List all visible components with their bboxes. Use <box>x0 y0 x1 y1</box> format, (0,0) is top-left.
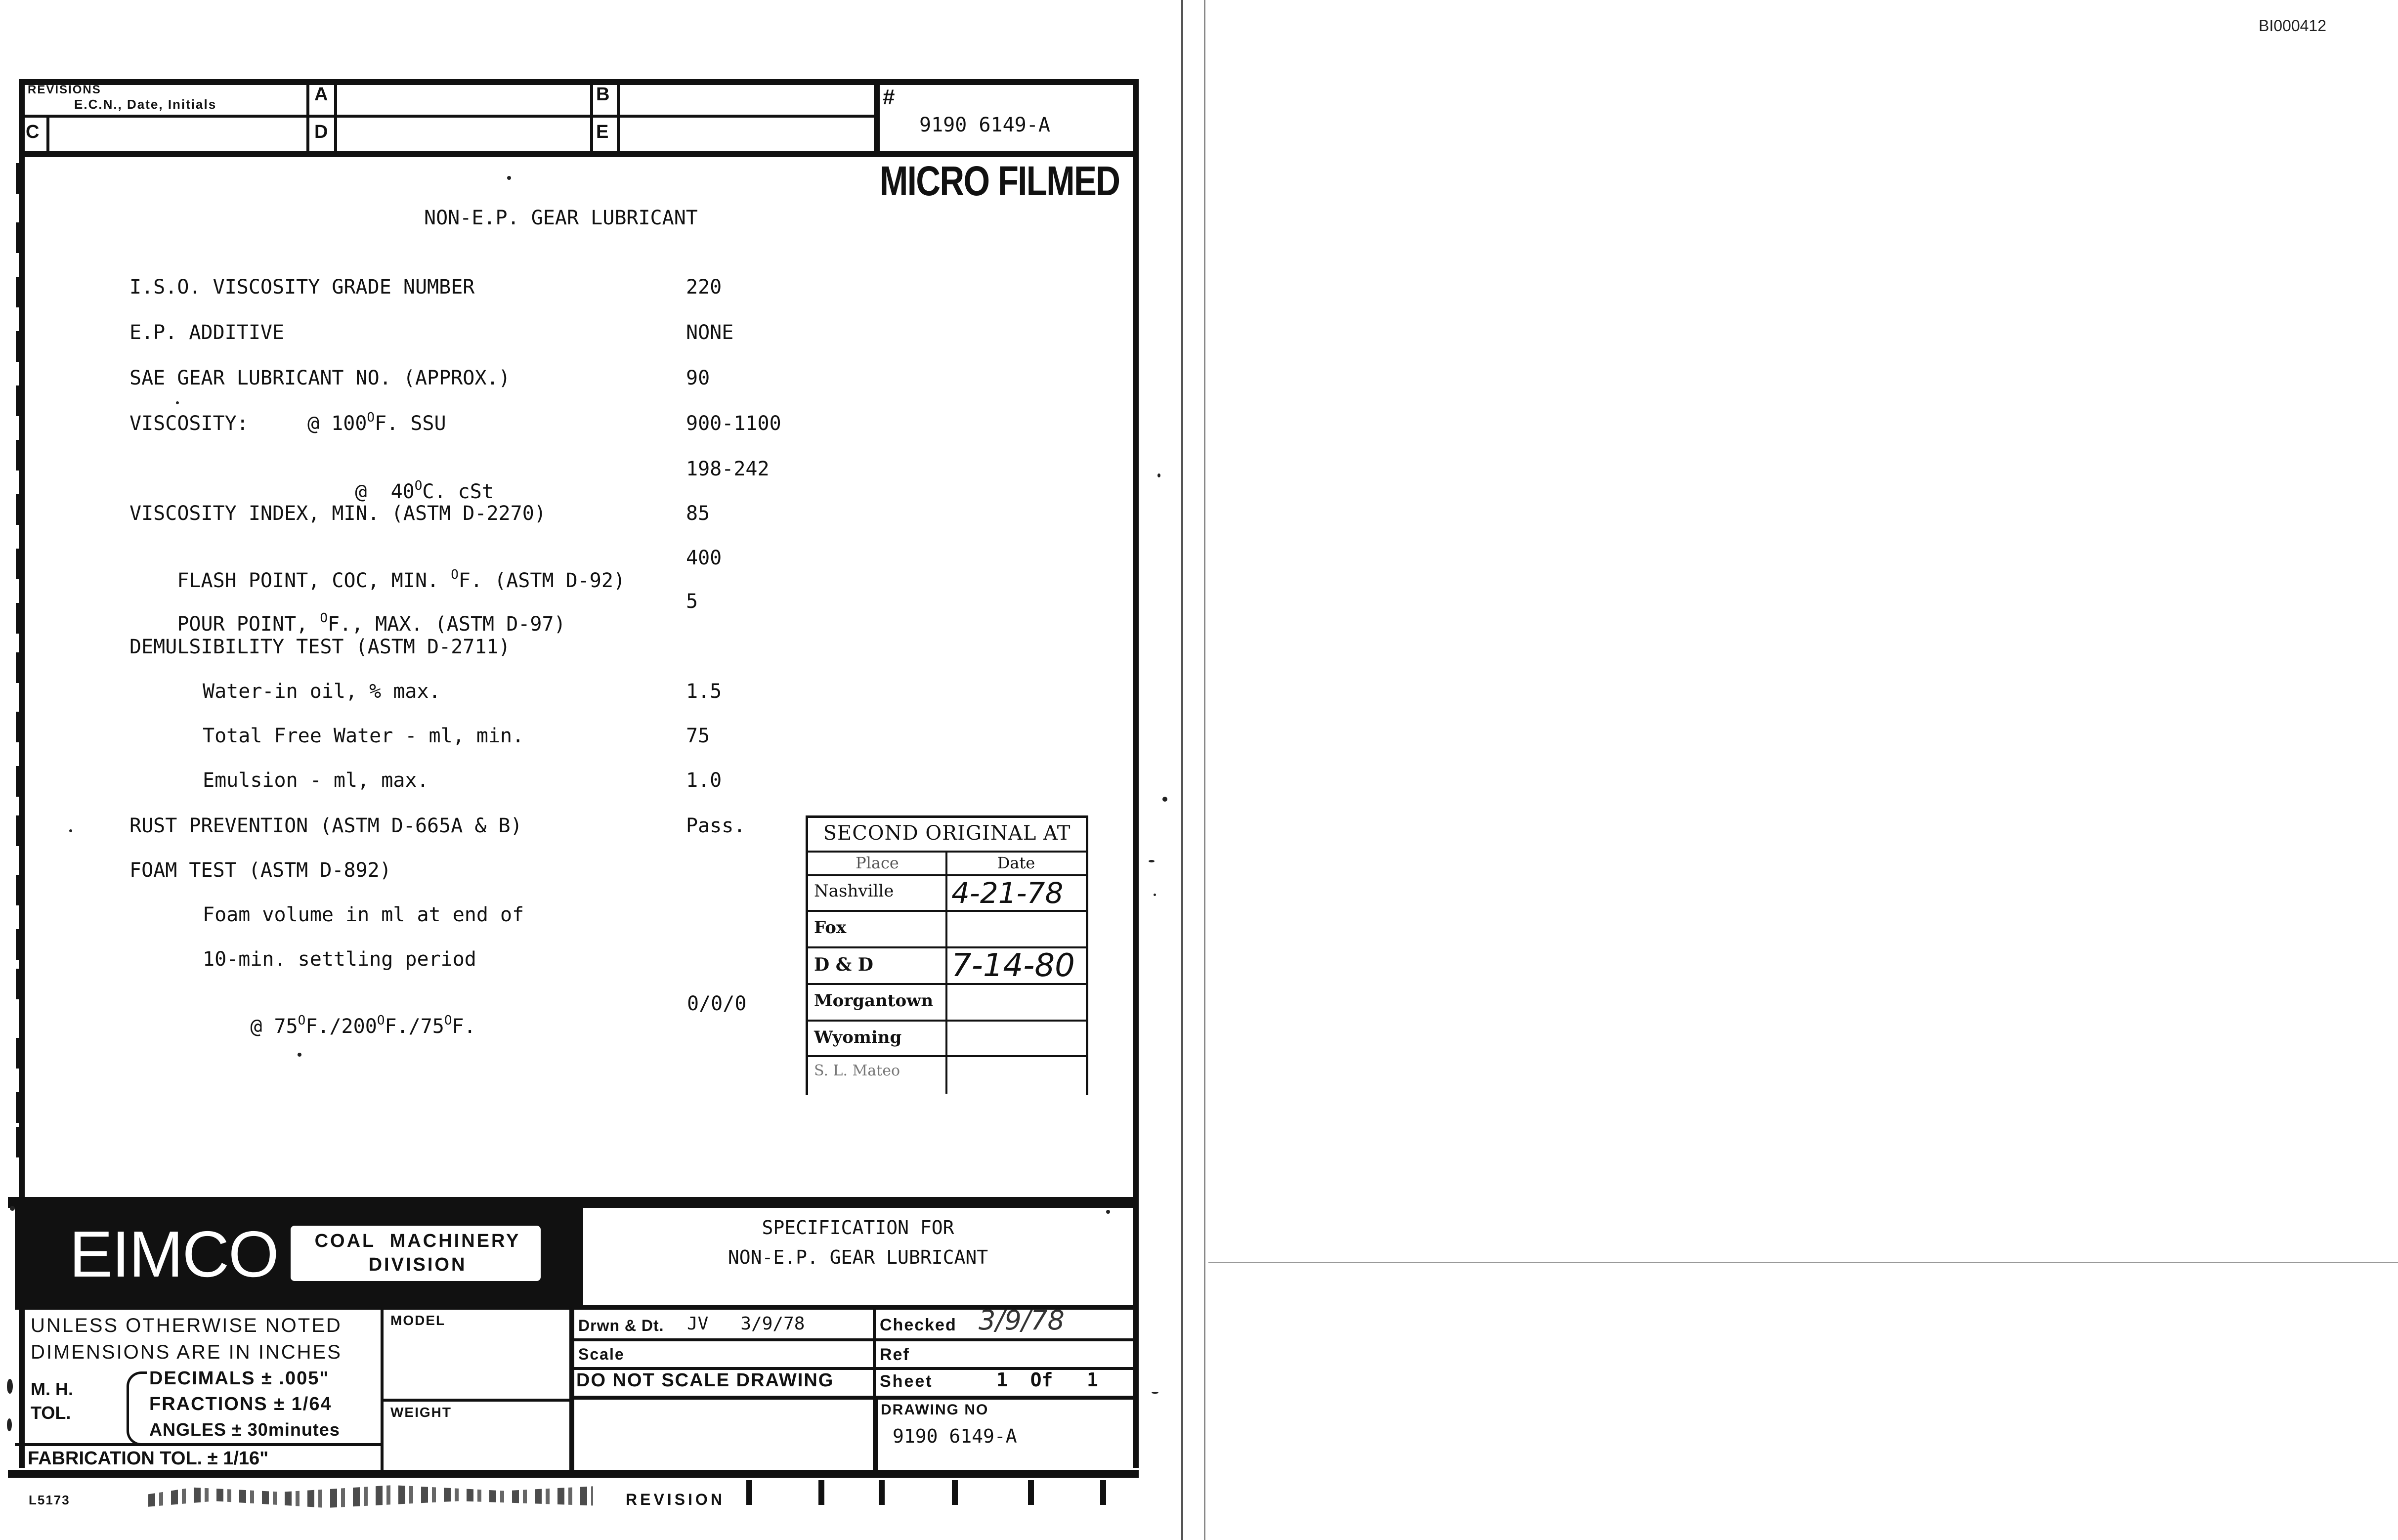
weight-label: WEIGHT <box>390 1405 452 1420</box>
revisions-header: REVISIONS <box>28 83 101 96</box>
model-label: MODEL <box>390 1313 446 1328</box>
spec-label-viscosity: VISCOSITY: <box>129 412 249 435</box>
spec-viscosity-ssu-condition: @ $100^OF$. SSU <box>307 410 446 435</box>
page-id: BI000412 <box>2259 17 2327 35</box>
notes-line2: DIMENSIONS ARE IN INCHES <box>31 1341 342 1363</box>
spec-label-free-water: Total Free Water - ml, min. <box>203 725 524 747</box>
fold-line-horizontal <box>1208 1262 2398 1263</box>
spec-for-line1: SPECIFICATION FOR <box>762 1217 954 1239</box>
spec-label-viscosity-index: VISCOSITY INDEX, MIN. (ASTM D-2270) <box>129 502 546 525</box>
stamp-place-fox: Fox <box>814 918 847 938</box>
checked-label: Checked <box>880 1316 957 1334</box>
revision-letter-c: C <box>26 122 40 142</box>
stamp-date-dd: 7-14-80 <box>951 947 1075 984</box>
tolerance-fractions: FRACTIONS ± 1/64 <box>149 1394 332 1414</box>
sheet-label: Sheet <box>880 1372 933 1391</box>
revision-letter-b: B <box>596 84 610 105</box>
spec-label-emulsion: Emulsion - ml, max. <box>203 769 429 792</box>
company-logo: EIMCO <box>69 1218 278 1290</box>
spec-value-flash-point: 400 <box>686 547 722 569</box>
notes-line1: UNLESS OTHERWISE NOTED <box>31 1315 342 1336</box>
revision-letter-e: E <box>596 122 609 142</box>
tolerance-label-mh: M. H. <box>31 1379 73 1399</box>
spec-label-iso-grade: I.S.O. VISCOSITY GRADE NUMBER <box>129 276 475 299</box>
drawing-no-value: 9190 6149-A <box>893 1425 1017 1447</box>
stamp-place-dd: D & D <box>814 954 874 975</box>
spec-label-foam-temps: @ $75^OF./200^OF./75^OF$. <box>250 1013 476 1038</box>
spec-label-sae-number: SAE GEAR LUBRICANT NO. (APPROX.) <box>129 367 511 389</box>
fold-line-outer <box>1181 0 1183 1540</box>
spec-label-pour-point: POUR POINT, $^O$F., MAX. (ASTM D-97) <box>177 611 566 636</box>
fabrication-tolerance: FABRICATION TOL. ± 1/16" <box>28 1448 269 1469</box>
spec-value-viscosity-index: 85 <box>686 502 710 525</box>
stamp-place-nashville: Nashville <box>814 881 894 901</box>
drawn-value: JV 3/9/78 <box>687 1314 805 1334</box>
scale-label: Scale <box>578 1345 625 1363</box>
stamp-place-wyoming: Wyoming <box>814 1027 902 1047</box>
drawing-number-top: 9190 6149-A <box>919 114 1050 136</box>
spec-value-free-water: 75 <box>686 725 710 747</box>
division-line2: DIVISION <box>368 1254 467 1275</box>
spec-viscosity-cst-condition: @ $40^OC$. cSt <box>355 478 494 503</box>
division-line1: COAL MACHINERY <box>314 1231 521 1251</box>
spec-value-rust-prevention: Pass. <box>686 814 746 837</box>
spec-label-flash-point: FLASH POINT, COC, MIN. $^O$F. (ASTM D-92) <box>177 567 626 592</box>
spec-label-foam-volume: Foam volume in ml at end of <box>203 903 524 926</box>
tolerance-brace <box>127 1371 147 1446</box>
drawing-no-label: DRAWING NO <box>881 1402 989 1418</box>
spec-value-viscosity-ssu: 900-1100 <box>686 412 781 435</box>
spec-value-sae-number: 90 <box>686 367 710 389</box>
spec-value-emulsion: 1.0 <box>686 769 722 792</box>
spec-value-pour-point: 5 <box>686 590 698 613</box>
spec-label-demulsibility: DEMULSIBILITY TEST (ASTM D-2711) <box>129 636 511 658</box>
stamp-place-morgantown: Morgantown <box>814 991 934 1011</box>
spec-label-ep-additive: E.P. ADDITIVE <box>129 321 285 344</box>
drawn-label: Drwn & Dt. <box>578 1317 664 1334</box>
spec-for-line2: NON-E.P. GEAR LUBRICANT <box>728 1246 988 1268</box>
revisions-subheader: E.C.N., Date, Initials <box>74 97 217 112</box>
tolerance-decimals: DECIMALS ± .005" <box>149 1368 330 1389</box>
revision-letter-a: A <box>314 84 328 105</box>
ref-label: Ref <box>880 1345 910 1364</box>
fold-line-inner <box>1204 0 1205 1540</box>
spec-label-rust-prevention: RUST PREVENTION (ASTM D-665A & B) <box>129 814 522 837</box>
spec-value-water-in-oil: 1.5 <box>686 680 722 703</box>
spec-value-ep-additive: NONE <box>686 321 734 344</box>
second-original-stamp <box>806 815 1088 1095</box>
spec-label-foam-test: FOAM TEST (ASTM D-892) <box>129 859 391 882</box>
checked-value: 3/9/78 <box>979 1305 1065 1336</box>
spec-value-foam-temps: 0/0/0 <box>687 992 747 1015</box>
spec-label-settling-period: 10-min. settling period <box>203 948 476 971</box>
revision-label: REVISION <box>626 1491 725 1508</box>
stamp-title: SECOND ORIGINAL AT <box>823 822 1071 845</box>
document-title: NON-E.P. GEAR LUBRICANT <box>424 207 698 229</box>
tolerance-angles: ANGLES ± 30minutes <box>149 1419 340 1440</box>
sheet-value: 1 Of 1 <box>996 1369 1098 1391</box>
revision-letter-d: D <box>314 122 328 142</box>
micro-filmed-stamp: MICRO FILMED <box>880 158 1120 204</box>
drawing-number-symbol: # <box>883 85 895 109</box>
form-number: L5173 <box>29 1493 70 1507</box>
stamp-col-date: Date <box>997 854 1035 872</box>
stamp-col-place: Place <box>856 854 899 872</box>
stamp-place-slmateo: S. L. Mateo <box>814 1062 900 1079</box>
tolerance-label-tol: TOL. <box>31 1403 71 1423</box>
stamp-date-nashville: 4-21-78 <box>951 876 1064 910</box>
spec-value-iso-grade: 220 <box>686 276 722 299</box>
do-not-scale-notice: DO NOT SCALE DRAWING <box>576 1370 834 1391</box>
spec-label-water-in-oil: Water-in oil, % max. <box>203 680 441 703</box>
spec-value-viscosity-cst: 198-242 <box>686 458 770 480</box>
